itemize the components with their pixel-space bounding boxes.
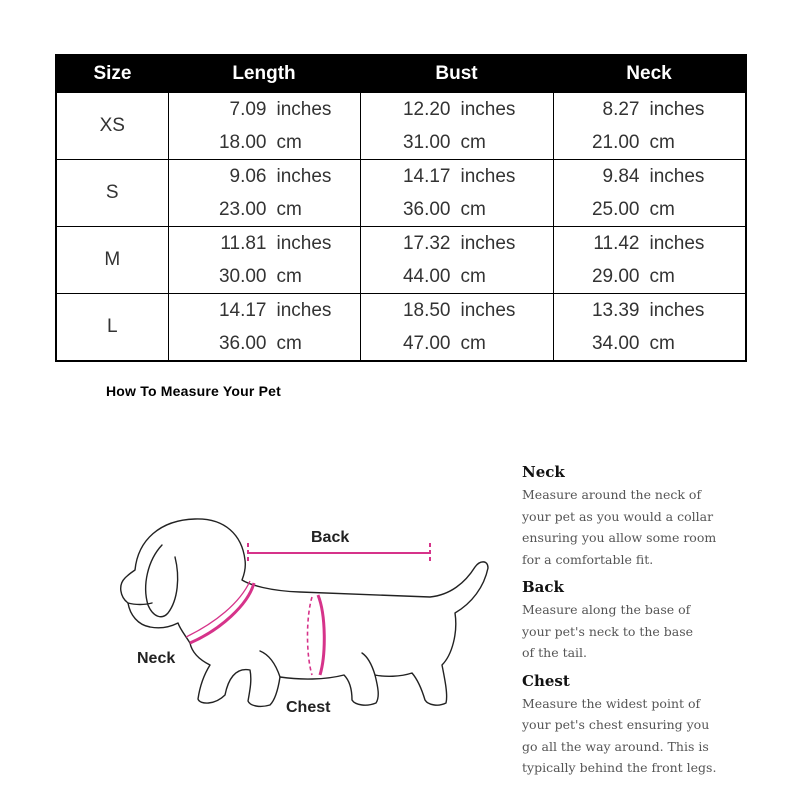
- instruction-body: [522, 693, 772, 779]
- measurement-unit: inches: [460, 99, 516, 120]
- measurement-unit: inches: [276, 233, 332, 254]
- measurement-number: 29.00: [591, 266, 640, 287]
- size-chart-row: [56, 227, 746, 294]
- instruction-neck: [522, 463, 772, 570]
- measurement-number: 14.17: [218, 300, 267, 321]
- bust-cm-value: [361, 193, 553, 226]
- neck-measure-line: [186, 581, 254, 643]
- size-chart-row: [56, 93, 746, 160]
- length-cm-value: [169, 126, 360, 159]
- instruction-back: [522, 578, 772, 664]
- measurement-number: 18.00: [218, 132, 267, 153]
- instruction-line: Measure along the base of: [522, 602, 691, 617]
- measurement-number: 25.00: [591, 199, 640, 220]
- neck-cell: [553, 160, 746, 227]
- measurement-number: 18.50: [402, 300, 451, 321]
- bust-cm-value: [361, 327, 553, 360]
- instruction-body: [522, 599, 772, 664]
- length-cm-value: [169, 327, 360, 360]
- measurement-unit: inches: [276, 166, 332, 187]
- diagram-label-chest: Chest: [286, 699, 331, 716]
- measurement-number: 13.39: [591, 300, 640, 321]
- dog-ear: [146, 545, 178, 617]
- neck-inches-value: [554, 227, 746, 260]
- instruction-line: your pet's chest ensuring you: [522, 717, 710, 732]
- measurement-unit: cm: [276, 266, 302, 287]
- neck-inches-value: [554, 160, 746, 193]
- size-label-cell: S: [56, 160, 168, 227]
- measurement-unit: cm: [649, 132, 675, 153]
- measurement-number: 36.00: [218, 333, 267, 354]
- bust-cell: [360, 160, 553, 227]
- measurement-unit: inches: [649, 166, 705, 187]
- bust-cell: [360, 227, 553, 294]
- measurement-number: 11.42: [593, 233, 640, 254]
- instruction-line: typically behind the front legs.: [522, 760, 717, 775]
- size-label-cell: XS: [56, 93, 168, 160]
- measurement-number: 7.09: [229, 99, 267, 120]
- measure-guide-title: How To Measure Your Pet: [106, 383, 281, 399]
- diagram-label-neck: Neck: [137, 650, 176, 667]
- bust-inches-value: [361, 294, 553, 327]
- instruction-heading: Back: [522, 578, 564, 596]
- neck-inches-value: [554, 93, 746, 126]
- size-chart-table: [55, 54, 747, 362]
- neck-cm-value: [554, 327, 746, 360]
- size-chart-header-row: [56, 55, 746, 93]
- measurement-number: 31.00: [402, 132, 451, 153]
- bust-inches-value: [361, 93, 553, 126]
- size-label-cell: M: [56, 227, 168, 294]
- length-cell: [168, 227, 360, 294]
- measurement-unit: cm: [649, 199, 675, 220]
- measure-instructions: [522, 463, 772, 787]
- measurement-unit: cm: [460, 266, 486, 287]
- measurement-unit: cm: [460, 199, 486, 220]
- measurement-unit: inches: [649, 99, 705, 120]
- length-cell: [168, 294, 360, 362]
- measurement-unit: cm: [276, 333, 302, 354]
- instruction-line: your pet's neck to the base: [522, 623, 694, 639]
- size-chart-row: [56, 160, 746, 227]
- measurement-unit: cm: [649, 266, 675, 287]
- bust-cell: [360, 294, 553, 362]
- measurement-number: 11.81: [220, 233, 267, 254]
- length-inches-value: [169, 294, 360, 327]
- measurement-number: 14.17: [402, 166, 451, 187]
- size-label-cell: L: [56, 294, 168, 362]
- measurement-number: 9.06: [229, 166, 267, 187]
- length-cell: [168, 160, 360, 227]
- bust-cm-value: [361, 126, 553, 159]
- measurement-unit: inches: [460, 233, 516, 254]
- measurement-number: 21.00: [591, 132, 640, 153]
- measurement-number: 17.32: [402, 233, 451, 254]
- header-neck: Neck: [553, 55, 746, 93]
- measurement-unit: cm: [460, 132, 486, 153]
- measurement-unit: inches: [460, 300, 516, 321]
- measurement-unit: inches: [649, 233, 705, 254]
- measurement-number: 23.00: [218, 199, 267, 220]
- measurement-unit: cm: [460, 333, 486, 354]
- header-size: Size: [56, 55, 168, 93]
- length-cm-value: [169, 193, 360, 226]
- measurement-number: 12.20: [402, 99, 451, 120]
- instruction-line: Measure the widest point of: [522, 695, 701, 711]
- measurement-number: 47.00: [402, 333, 451, 354]
- header-bust: Bust: [360, 55, 553, 93]
- instruction-line: of the tail.: [522, 645, 588, 660]
- instruction-line: for a comfortable fit.: [522, 551, 654, 567]
- measurement-number: 36.00: [402, 199, 451, 220]
- measurement-unit: inches: [276, 300, 332, 321]
- bust-cm-value: [361, 260, 553, 293]
- bust-inches-value: [361, 160, 553, 193]
- length-inches-value: [169, 160, 360, 193]
- measurement-unit: cm: [276, 199, 302, 220]
- length-cell: [168, 93, 360, 160]
- length-cm-value: [169, 260, 360, 293]
- neck-cell: [553, 294, 746, 362]
- neck-cm-value: [554, 260, 746, 293]
- neck-cell: [553, 227, 746, 294]
- measurement-unit: inches: [460, 166, 516, 187]
- measurement-unit: cm: [276, 132, 302, 153]
- bust-inches-value: [361, 227, 553, 260]
- measurement-number: 44.00: [402, 266, 451, 287]
- dog-outline: [121, 519, 488, 706]
- instruction-heading: Neck: [522, 463, 565, 481]
- neck-cell: [553, 93, 746, 160]
- length-inches-value: [169, 93, 360, 126]
- measurement-unit: inches: [649, 300, 705, 321]
- neck-cm-value: [554, 193, 746, 226]
- diagram-label-back: Back: [311, 529, 350, 546]
- instruction-body: [522, 484, 772, 570]
- header-length: Length: [168, 55, 360, 93]
- length-inches-value: [169, 227, 360, 260]
- instruction-line: go all the way around. This is: [522, 738, 709, 754]
- instruction-chest: [522, 672, 772, 779]
- measurement-unit: inches: [276, 99, 332, 120]
- instruction-line: your pet as you would a collar: [522, 508, 714, 524]
- measurement-number: 34.00: [591, 333, 640, 354]
- size-chart-row: [56, 294, 746, 362]
- measurement-number: 9.84: [602, 166, 640, 187]
- neck-cm-value: [554, 126, 746, 159]
- neck-inches-value: [554, 294, 746, 327]
- instruction-line: ensuring you allow some room: [522, 530, 717, 545]
- bust-cell: [360, 93, 553, 160]
- measurement-number: 30.00: [218, 266, 267, 287]
- instruction-heading: Chest: [522, 671, 570, 690]
- measurement-number: 8.27: [602, 99, 640, 120]
- chest-measure-line: [308, 595, 325, 675]
- measurement-unit: cm: [649, 333, 675, 354]
- instruction-line: Measure around the neck of: [522, 487, 702, 502]
